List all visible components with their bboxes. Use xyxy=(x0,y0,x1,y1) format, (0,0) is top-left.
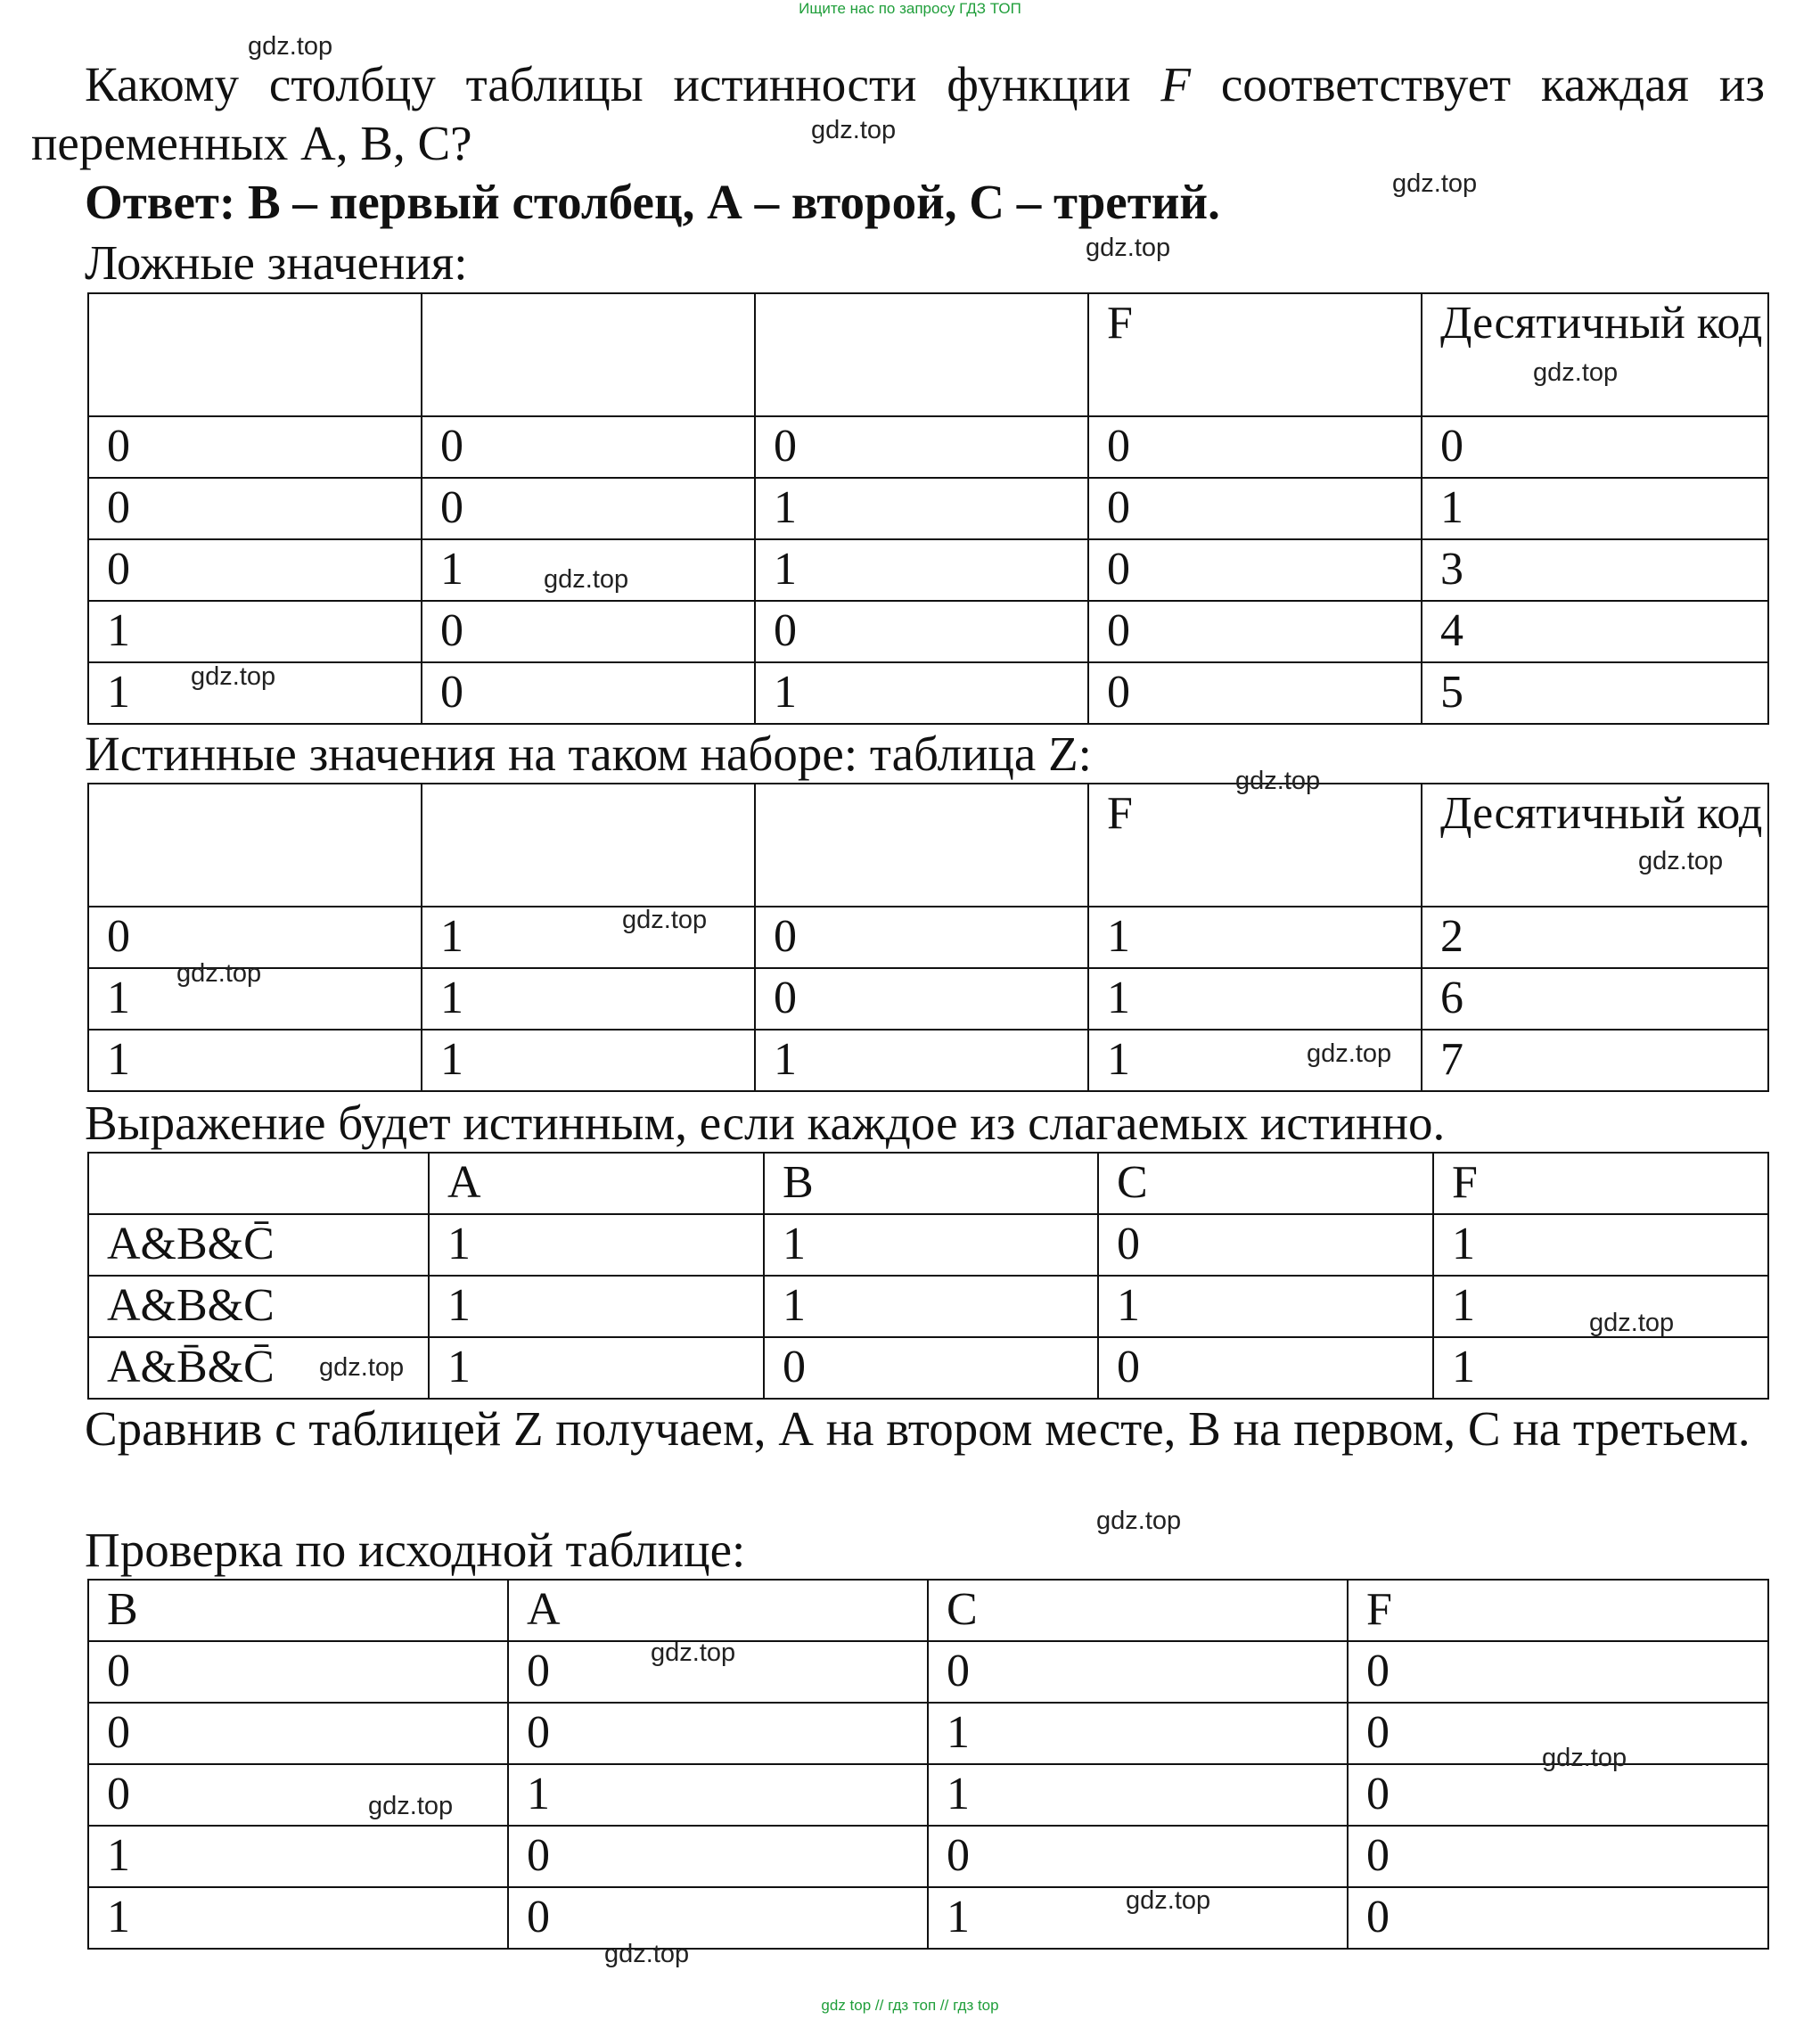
table-row xyxy=(88,662,1768,724)
cell: 0 xyxy=(1088,539,1422,601)
cell: 1 xyxy=(422,539,755,601)
cell: 1 xyxy=(755,539,1088,601)
header-cell xyxy=(422,293,755,416)
table-row xyxy=(88,1030,1768,1091)
cell: 0 xyxy=(928,1826,1348,1887)
header-cell: F xyxy=(1348,1580,1768,1641)
cell: 1 xyxy=(1433,1276,1768,1337)
cell: 0 xyxy=(88,907,422,968)
header-cell: A xyxy=(429,1153,764,1214)
cell: 0 xyxy=(508,1826,928,1887)
cell: 1 xyxy=(88,1826,508,1887)
table-row xyxy=(88,1214,1768,1276)
cell: 0 xyxy=(422,601,755,662)
cell: 1 xyxy=(422,1030,755,1091)
cell: 0 xyxy=(755,416,1088,478)
cell: 0 xyxy=(508,1887,928,1949)
cell: 1 xyxy=(755,662,1088,724)
table-header-row xyxy=(88,1153,1768,1214)
cell: 0 xyxy=(88,1764,508,1826)
cell: 0 xyxy=(1348,1826,1768,1887)
table-row xyxy=(88,601,1768,662)
watermark: gdz.top xyxy=(1096,1507,1182,1535)
cell: 0 xyxy=(1088,416,1422,478)
site-banner-bottom: gdz top // гдз топ // гдз top xyxy=(821,1997,999,2014)
cell: 6 xyxy=(1422,968,1768,1030)
cell: 1 xyxy=(88,968,422,1030)
table-header-row xyxy=(88,1580,1768,1641)
function-name: F xyxy=(1160,57,1191,111)
cell: 1 xyxy=(755,1030,1088,1091)
cell: 0 xyxy=(508,1641,928,1703)
true-values-table-z xyxy=(87,783,1769,1092)
cell: 0 xyxy=(1088,601,1422,662)
comparison-text: Сравнив с таблицей Z получаем, А на втором месте, В на первом, С на третьем. xyxy=(85,1401,1750,1456)
cell: 3 xyxy=(1422,539,1768,601)
term-cell: A&B&C xyxy=(88,1276,429,1337)
false-values-label: Ложные значения: xyxy=(85,235,468,290)
header-cell: F xyxy=(1088,293,1422,416)
cell: 0 xyxy=(88,478,422,539)
watermark: gdz.top xyxy=(811,116,897,144)
cell: 4 xyxy=(1422,601,1768,662)
cell: 0 xyxy=(1098,1337,1433,1399)
watermark: gdz.top xyxy=(191,662,276,691)
watermark: gdz.top xyxy=(1638,847,1724,875)
cell: 0 xyxy=(755,968,1088,1030)
expression-label: Выражение будет истинным, если каждое из слагаемых истинно. xyxy=(85,1096,1446,1150)
watermark: gdz.top xyxy=(368,1792,454,1820)
cell: 0 xyxy=(1098,1214,1433,1276)
cell: 0 xyxy=(1422,416,1768,478)
watermark: gdz.top xyxy=(622,906,708,934)
watermark: gdz.top xyxy=(1235,767,1321,795)
cell: 0 xyxy=(1088,662,1422,724)
cell: 1 xyxy=(928,1887,1348,1949)
table-row xyxy=(88,1641,1768,1703)
cell: 0 xyxy=(928,1641,1348,1703)
watermark: gdz.top xyxy=(604,1940,690,1968)
cell: 0 xyxy=(508,1703,928,1764)
check-table xyxy=(87,1579,1769,1950)
cell: 1 xyxy=(422,907,755,968)
check-label: Проверка по исходной таблице: xyxy=(85,1523,746,1577)
watermark: gdz.top xyxy=(176,959,262,988)
table-row xyxy=(88,907,1768,968)
table-row xyxy=(88,1703,1768,1764)
table-row xyxy=(88,416,1768,478)
header-cell xyxy=(88,784,422,907)
cell: 0 xyxy=(1348,1764,1768,1826)
cell: 0 xyxy=(764,1337,1098,1399)
header-cell xyxy=(88,1153,429,1214)
cell: 1 xyxy=(1422,478,1768,539)
cell: 1 xyxy=(764,1276,1098,1337)
cell: 1 xyxy=(1088,1030,1422,1091)
table-row xyxy=(88,1887,1768,1949)
header-cell: C xyxy=(1098,1153,1433,1214)
header-cell: A xyxy=(508,1580,928,1641)
header-cell: B xyxy=(764,1153,1098,1214)
cell: 0 xyxy=(1088,478,1422,539)
cell: 0 xyxy=(88,1641,508,1703)
true-values-label: Истинные значения на таком наборе: таблица Z: xyxy=(85,727,1092,781)
cell: 1 xyxy=(764,1214,1098,1276)
header-cell: B xyxy=(88,1580,508,1641)
table-header-row xyxy=(88,784,1768,907)
cell: 0 xyxy=(422,416,755,478)
header-cell: F xyxy=(1433,1153,1768,1214)
watermark: gdz.top xyxy=(319,1353,405,1382)
cell: 0 xyxy=(422,478,755,539)
cell: 1 xyxy=(88,662,422,724)
site-banner-top: Ищите нас по запросу ГДЗ ТОП xyxy=(799,0,1021,17)
question-text xyxy=(31,55,1765,173)
header-cell xyxy=(88,293,422,416)
question-before: Какому столбцу таблицы истинности функции xyxy=(85,57,1161,111)
term-cell: A&B̄&C̄ xyxy=(88,1337,429,1399)
cell: 0 xyxy=(422,662,755,724)
cell: 0 xyxy=(1348,1887,1768,1949)
cell: 1 xyxy=(1088,968,1422,1030)
table-row xyxy=(88,1276,1768,1337)
watermark: gdz.top xyxy=(1126,1886,1211,1915)
cell: 1 xyxy=(88,1887,508,1949)
answer-text: Ответ: В – первый столбец, А – второй, С – третий. xyxy=(85,175,1220,229)
watermark: gdz.top xyxy=(1392,169,1478,198)
cell: 0 xyxy=(88,1703,508,1764)
cell: 1 xyxy=(1433,1214,1768,1276)
cell: 0 xyxy=(88,416,422,478)
table-header-row xyxy=(88,293,1768,416)
cell: 1 xyxy=(1088,907,1422,968)
term-cell: A&B&C̄ xyxy=(88,1214,429,1276)
watermark: gdz.top xyxy=(248,32,333,61)
watermark: gdz.top xyxy=(1533,358,1619,387)
cell: 1 xyxy=(1098,1276,1433,1337)
table-row xyxy=(88,539,1768,601)
cell: 1 xyxy=(422,968,755,1030)
table-row xyxy=(88,1826,1768,1887)
cell: 1 xyxy=(508,1764,928,1826)
header-cell: Десятичный код xyxy=(1422,784,1768,907)
cell: 0 xyxy=(1348,1641,1768,1703)
cell: 7 xyxy=(1422,1030,1768,1091)
table-row xyxy=(88,968,1768,1030)
watermark: gdz.top xyxy=(1307,1039,1392,1068)
table-row xyxy=(88,478,1768,539)
cell: 1 xyxy=(928,1764,1348,1826)
watermark: gdz.top xyxy=(1589,1309,1675,1337)
header-cell xyxy=(755,293,1088,416)
cell: 1 xyxy=(1433,1337,1768,1399)
cell: 1 xyxy=(928,1703,1348,1764)
cell: 1 xyxy=(88,1030,422,1091)
header-cell xyxy=(422,784,755,907)
cell: 1 xyxy=(429,1337,764,1399)
watermark: gdz.top xyxy=(544,565,629,594)
cell: 1 xyxy=(755,478,1088,539)
table-row xyxy=(88,1764,1768,1826)
question-after: соответствует каждая из переменных А, В, С? xyxy=(31,57,1765,170)
header-cell xyxy=(755,784,1088,907)
watermark: gdz.top xyxy=(1542,1744,1627,1772)
false-values-table xyxy=(87,292,1769,725)
watermark: gdz.top xyxy=(651,1638,736,1667)
header-cell: Десятичный код xyxy=(1422,293,1768,416)
cell: 0 xyxy=(755,601,1088,662)
cell: 1 xyxy=(429,1276,764,1337)
cell: 0 xyxy=(1348,1703,1768,1764)
watermark: gdz.top xyxy=(1086,234,1171,262)
cell: 2 xyxy=(1422,907,1768,968)
header-cell: F xyxy=(1088,784,1422,907)
cell: 1 xyxy=(88,601,422,662)
cell: 1 xyxy=(429,1214,764,1276)
header-cell: C xyxy=(928,1580,1348,1641)
cell: 0 xyxy=(88,539,422,601)
cell: 5 xyxy=(1422,662,1768,724)
cell: 0 xyxy=(755,907,1088,968)
